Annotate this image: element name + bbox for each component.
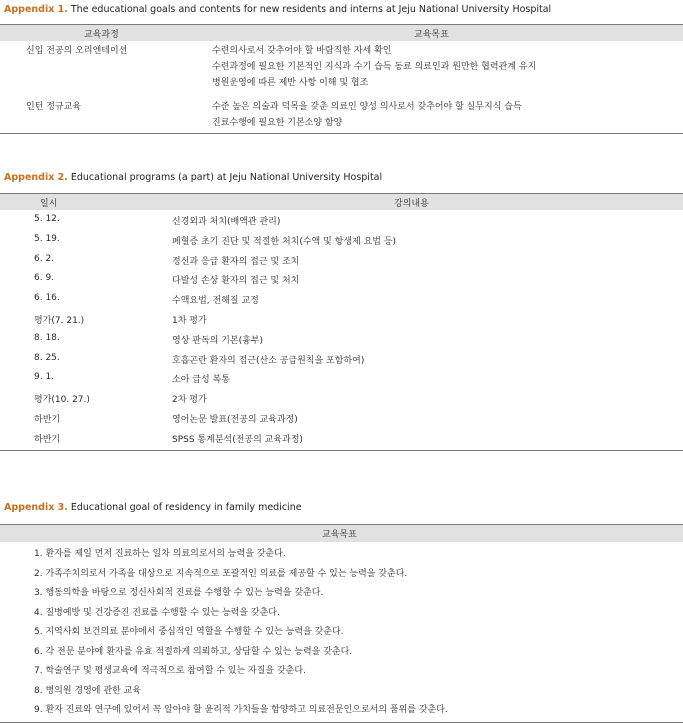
program-rows [0, 210, 683, 450]
appendix-3-caption [0, 502, 683, 514]
appendix-1 [0, 4, 683, 134]
date-cell: 6. 2. [34, 253, 55, 264]
date-cell: 8. 25. [34, 352, 60, 363]
date-cell: 하반기 [34, 434, 61, 445]
goal-line: 진료수행에 필요한 기본소양 함양 [212, 118, 343, 128]
goal-text: 1. 환자를 제일 먼저 진료하는 일차 의료의로서의 능력을 갖춘다. [34, 549, 286, 559]
content-cell: 신경외과 처치(배액관 관리) [172, 217, 281, 227]
header-content: 강의내용 [394, 199, 429, 209]
goal-text: 6. 각 전문 분야에 환자를 유효 적절하게 의뢰하고, 상담할 수 있는 능력을 갖춘다. [34, 646, 353, 657]
table-row [0, 252, 683, 272]
list-item [0, 583, 683, 603]
goal-text: 7. 학술연구 및 평생교육에 적극적으로 참여할 수 있는 자질을 갖춘다. [34, 666, 306, 676]
appendix-3-table-header [0, 524, 683, 542]
appendix-2-label: Appendix 2. [4, 172, 68, 183]
table-row [0, 232, 683, 252]
content-cell: 소아 급성 복통 [172, 375, 230, 386]
table-row [0, 331, 683, 351]
list-item [0, 622, 683, 642]
table-row [0, 390, 683, 410]
appendix-2-caption-text: Educational programs (a part) at Jeju National University Hospital [70, 172, 383, 183]
content-cell: 2차 평가 [172, 395, 207, 406]
goal-list [0, 542, 683, 722]
header-goals: 교육목표 [322, 530, 357, 540]
content-cell: 폐혈증 초기 진단 및 적절한 처치(수액 및 항생제 요법 등) [172, 236, 397, 247]
list-item [0, 603, 683, 623]
date-cell: 6. 16. [34, 293, 60, 304]
appendix-3-table [0, 524, 683, 723]
goal-line: 병원운영에 따른 제반 사항 이해 및 협조 [212, 78, 369, 88]
appendix-1-caption [0, 4, 683, 16]
date-cell: 평가(7. 21.) [34, 315, 85, 326]
content-cell: 다발성 손상 환자의 접근 및 처치 [172, 276, 300, 287]
goal-text: 5. 지역사회 보건의료 분야에서 중심적인 역할을 수행할 수 있는 능력을 갖춘다. [34, 627, 344, 637]
appendix-3 [0, 502, 683, 723]
course-cell: 신입 전공의 오리엔테이션 [26, 46, 128, 56]
table-row [0, 99, 683, 133]
header-goals: 교육목표 [414, 30, 449, 40]
table-row [0, 212, 683, 232]
table-row [0, 351, 683, 371]
header-date: 일시 [40, 199, 58, 209]
content-cell: 호흡곤란 환자의 접근(산소 공급원칙을 포함하여) [172, 355, 365, 366]
goal-line: 수준 높은 의술과 덕목을 갖춘 의료인 양성 의사로서 갖추어야 할 실무지식 습득 [212, 102, 522, 112]
content-cell: 정신과 응급 환자의 접근 및 조치 [172, 256, 300, 267]
appendix-1-label: Appendix 1. [4, 4, 68, 15]
list-item [0, 642, 683, 662]
appendix-2 [0, 172, 683, 451]
content-cell: SPSS 통계분석(전공의 교육과정) [172, 434, 303, 445]
appendix-1-table-header [0, 24, 683, 41]
content-cell: 영어논문 발표(전공의 교육과정) [172, 414, 298, 425]
date-cell: 5. 19. [34, 233, 60, 244]
goal-text: 3. 행동의학을 바탕으로 정신사회적 진료를 수행할 수 있는 능력을 갖춘다. [34, 588, 324, 598]
goal-text: 2. 가족주치의로서 가족을 대상으로 지속적으로 포괄적인 의료를 제공할 수 있는 능력을 갖춘다. [34, 568, 408, 579]
list-item [0, 661, 683, 681]
appendix-1-caption-text: The educational goals and contents for new residents and interns at Jeju National University Hospital [70, 4, 552, 15]
list-item [0, 700, 683, 720]
content-cell: 1차 평가 [172, 315, 207, 326]
table-row [0, 370, 683, 390]
goal-text: 4. 질병예방 및 건강증진 진료를 수행할 수 있는 능력을 갖춘다. [34, 607, 280, 618]
date-cell: 평가(10. 27.) [34, 395, 90, 406]
content-cell: 수액요법, 전해질 교정 [172, 296, 259, 307]
table-row [0, 410, 683, 430]
date-cell: 9. 1. [34, 372, 55, 383]
goal-line: 수련과정에 필요한 기본적인 지식과 수기 습득 동료 의료인과 원만한 협력관계 유지 [212, 62, 537, 72]
list-item [0, 681, 683, 701]
list-item [0, 544, 683, 564]
date-cell: 8. 18. [34, 332, 60, 343]
table-row [0, 430, 683, 450]
date-cell: 6. 9. [34, 273, 55, 284]
table-row [0, 291, 683, 311]
date-cell: 5. 12. [34, 214, 60, 224]
table-row [0, 311, 683, 331]
goal-text: 9. 환자 진료와 연구에 있어서 꼭 알아야 할 윤리적 가치들을 함양하고 의료전문인으로서의 품위를 갖춘다. [34, 705, 448, 715]
table-row [0, 41, 683, 99]
appendix-2-table-header [0, 193, 683, 210]
appendix-3-caption-text: Educational goal of residency in family medicine [70, 502, 302, 513]
header-course: 교육과정 [84, 30, 119, 40]
table-row [0, 271, 683, 291]
appendix-2-table [0, 193, 683, 451]
appendix-2-caption [0, 172, 683, 184]
goal-text: 8. 병의원 경영에 관한 교육 [34, 685, 141, 696]
goal-line: 수련의사로서 갖추어야 할 바람직한 자세 확인 [212, 46, 392, 56]
appendix-1-table [0, 24, 683, 134]
list-item [0, 564, 683, 584]
appendix-3-label: Appendix 3. [4, 502, 68, 513]
course-cell: 인턴 정규교육 [26, 102, 82, 112]
content-cell: 영상 판독의 기본(흉부) [172, 335, 263, 346]
date-cell: 하반기 [34, 414, 61, 425]
